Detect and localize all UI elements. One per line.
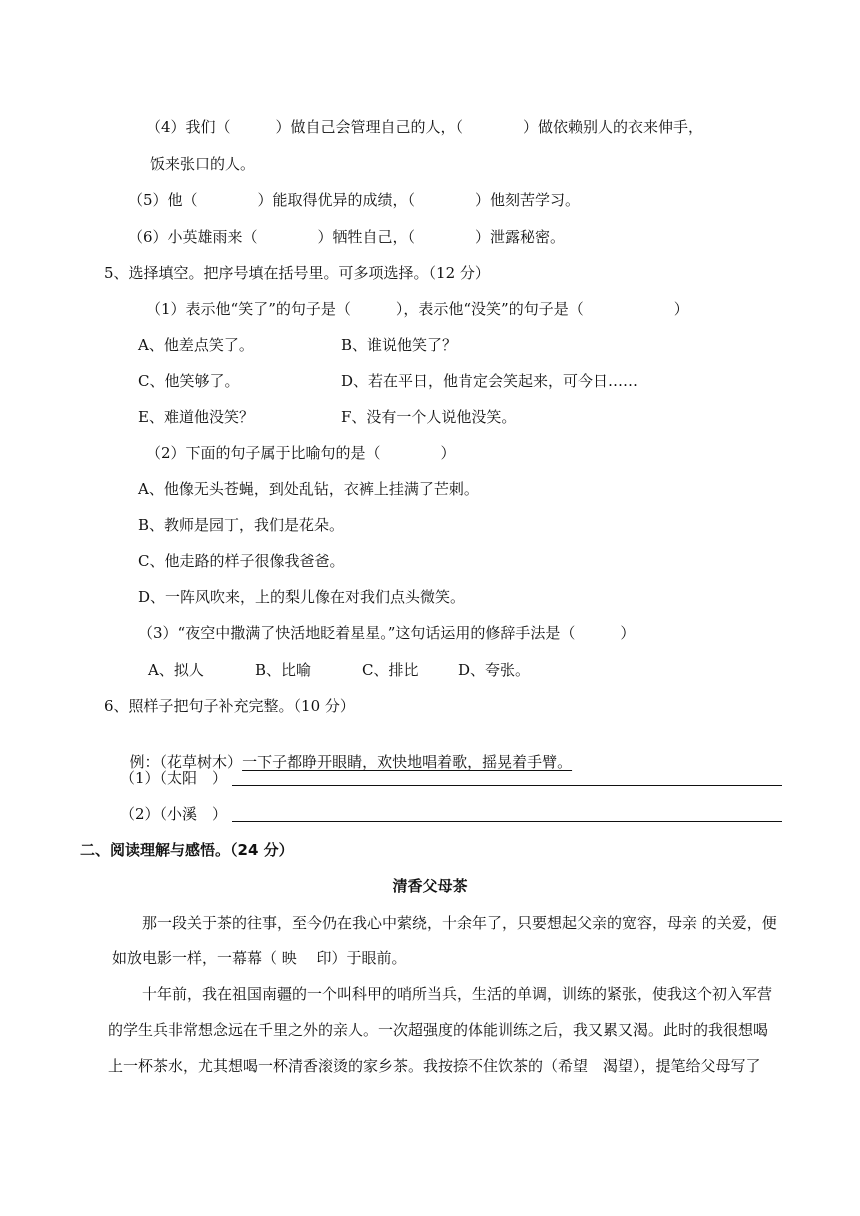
q5-sub3-option-c: C、排比: [362, 661, 419, 679]
section2-heading: 二、阅读理解与感悟。（24 分）: [80, 841, 294, 859]
q4-item4-line2: 饭来张口的人。: [150, 155, 256, 173]
q5-sub3-option-a: A、拟人: [148, 661, 204, 679]
q6-item2-label: （2）（小溪 ）: [120, 805, 228, 823]
q6-example: [120, 732, 572, 772]
passage-title: 清香父母茶: [392, 877, 468, 895]
q5-sub3-stem: （3）“夜空中撒满了快活地眨着星星。”这句话运用的修辞手法是（ ）: [138, 624, 636, 642]
q4-item5: （5）他（ ）能取得优异的成绩，（ ）他刻苦学习。: [128, 191, 581, 209]
q5-sub1-option-b: B、谁说他笑了？: [341, 336, 458, 354]
q4-item4-line1: （4）我们（ ）做自己会管理自己的人，（ ）做依赖别人的衣来伸手，: [146, 118, 704, 136]
passage-para2-line1: 十年前，我在祖国南疆的一个叫科甲的哨所当兵，生活的单调，训练的紧张，使我这个初入军营: [142, 985, 773, 1003]
q5-sub2-option-b: B、教师是园丁，我们是花朵。: [138, 516, 345, 534]
q6-example-text: 一下子都睁开眼睛，欢快地唱着歌，摇晃着手臂。: [242, 753, 573, 771]
passage-para2-line2: 的学生兵非常想念远在千里之外的亲人。一次超强度的体能训练之后，我又累又渴。此时的我很想喝: [108, 1021, 769, 1039]
q5-sub1-option-c: C、他笑够了。: [138, 372, 240, 390]
q5-sub2-option-c: C、他走路的样子很像我爸爸。: [138, 552, 345, 570]
q6-item1-label: （1）（太阳 ）: [120, 769, 228, 787]
q5-sub2-stem: （2）下面的句子属于比喻句的是（ ）: [146, 444, 456, 462]
q5-sub2-option-d: D、一阵风吹来，上的梨儿像在对我们点头微笑。: [138, 588, 466, 606]
passage-para2-line3: 上一杯茶水，尤其想喝一杯清香滚烫的家乡茶。我按捺不住饮茶的（希望 渴望），提笔给父母写了: [108, 1057, 761, 1075]
passage-para1-line2: 如放电影一样，一幕幕（ 映 印）于眼前。: [112, 949, 407, 967]
q5-sub1-stem: （1）表示他“笑了”的句子是（ ），表示他“没笑”的句子是（ ）: [146, 300, 689, 318]
q5-heading: 5、选择填空。把序号填在括号里。可多项选择。（12 分）: [104, 264, 490, 282]
q5-sub2-option-a: A、他像无头苍蝇，到处乱钻，衣裤上挂满了芒刺。: [138, 480, 479, 498]
q5-sub1-option-e: E、难道他没笑？: [138, 408, 254, 426]
q5-sub1-option-d: D、若在平日，他肯定会笑起来，可今日……: [341, 372, 639, 390]
q5-sub1-option-a: A、他差点笑了。: [138, 336, 254, 354]
q6-heading: 6、照样子把句子补充完整。（10 分）: [104, 697, 355, 715]
q6-item1-answer-line[interactable]: [232, 785, 782, 786]
passage-para1-line1: 那一段关于茶的往事，至今仍在我心中萦绕，十余年了，只要想起父亲的宽容，母亲 的关爱，便: [142, 914, 777, 932]
q5-sub3-option-b: B、比喻: [255, 661, 312, 679]
q5-sub1-option-f: F、没有一个人说他没笑。: [341, 408, 517, 426]
q4-item6: （6）小英雄雨来（ ）牺牲自己，（ ）泄露秘密。: [128, 228, 566, 246]
q6-item2-answer-line[interactable]: [232, 821, 782, 822]
q6-example-label: 例：（花草树木）: [129, 753, 243, 771]
q5-sub3-option-d: D、夸张。: [458, 661, 531, 679]
